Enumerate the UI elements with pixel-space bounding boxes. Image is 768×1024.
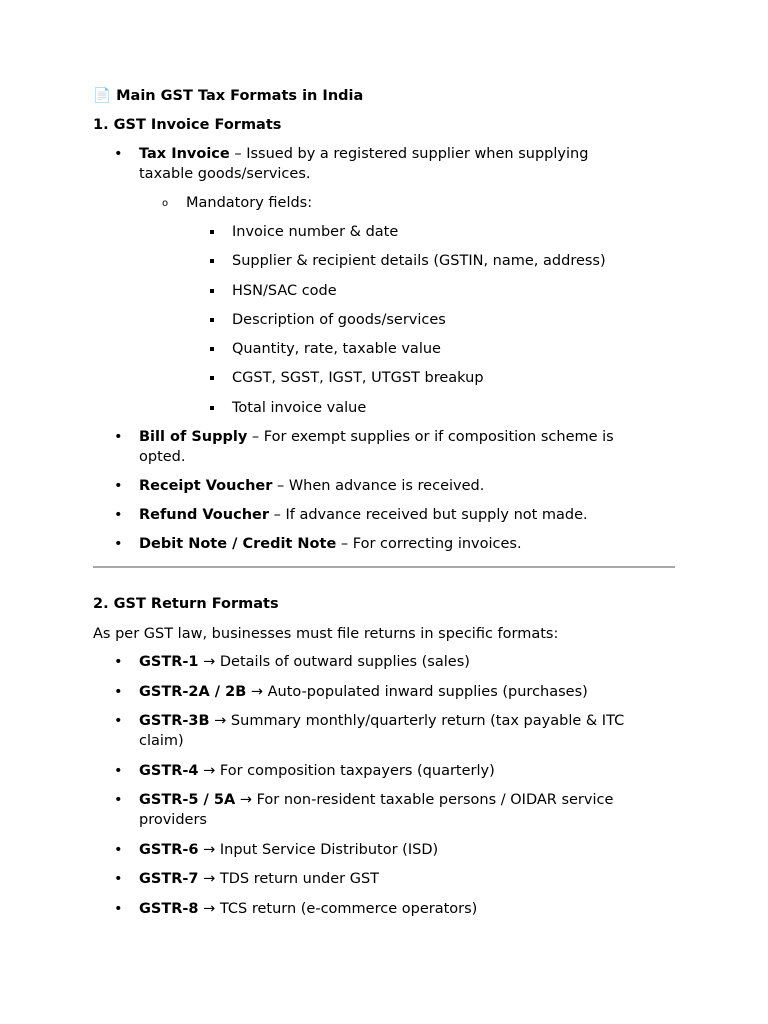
list-item-return [93,869,675,889]
section-heading-invoice-formats: 1. GST Invoice Formats [93,117,282,133]
return-form-description: → Auto-populated inward supplies (purchases) [246,683,588,700]
debit-credit-note-description: – For correcting invoices. [336,535,522,552]
term-tax-invoice: Tax Invoice [139,146,230,162]
section-heading-return-formats: 2. GST Return Formats [93,596,279,612]
term-bill-of-supply: Bill of Supply [139,428,248,445]
list-item-return [93,682,675,702]
field-text: CGST, SGST, IGST, UTGST breakup [232,370,484,387]
tax-invoice-description: – Issued by a registered supplier when supplying [229,146,589,162]
return-form-code: GSTR-5 / 5A [139,792,236,808]
list-item-return [93,899,675,919]
term-debit-credit-note: Debit Note / Credit Note [139,535,337,552]
list-item-return [93,840,675,860]
return-form-code: GSTR-6 [139,841,199,858]
horizontal-divider [93,566,675,568]
return-form-description-cont: providers [139,812,207,828]
return-form-code: GSTR-8 [139,900,199,917]
page-title: 📄 Main GST Tax Formats in India [93,88,364,104]
return-formats-list [93,652,675,919]
bill-of-supply-description-cont: opted. [139,448,186,465]
return-form-description: → Input Service Distributor (ISD) [198,841,439,858]
field-text: HSN/SAC code [232,282,337,299]
return-form-description-cont: claim) [139,733,184,749]
return-form-code: GSTR-1 [139,654,199,670]
return-form-description: → TCS return (e-commerce operators) [198,900,478,917]
list-item-field [93,222,675,242]
term-refund-voucher: Refund Voucher [139,506,269,523]
list-item-debit-credit-note [93,534,675,554]
mandatory-fields-list [93,222,675,418]
return-form-description: → For non-resident taxable persons / OIDAR service [235,792,614,808]
list-item-refund-voucher [93,505,675,525]
return-form-description: → For composition taxpayers (quarterly) [198,762,495,779]
document-body [93,86,675,554]
document-body-section2 [93,594,675,919]
return-form-code: GSTR-7 [139,871,199,887]
return-form-code: GSTR-3B [139,713,210,729]
list-item-field [93,251,675,271]
list-item-return [93,761,675,781]
list-item-field [93,281,675,301]
field-text: Description of goods/services [232,311,446,328]
field-text: Quantity, rate, taxable value [232,341,441,358]
invoice-formats-list-cont [93,427,675,554]
section-intro: As per GST law, businesses must file returns in specific formats: [93,626,559,642]
return-form-description: → Details of outward supplies (sales) [198,654,470,670]
receipt-voucher-description: – When advance is received. [272,477,485,494]
field-text: Invoice number & date [232,224,399,240]
return-form-description: → Summary monthly/quarterly return (tax payable & ITC [209,713,625,729]
list-item-bill-of-supply [93,427,675,467]
mandatory-fields-label: Mandatory fields: [186,195,313,211]
list-item-field [93,368,675,388]
list-item-receipt-voucher [93,476,675,496]
list-item-mandatory-fields [93,193,675,213]
list-item-tax-invoice [93,144,675,184]
list-item-return [93,790,675,830]
invoice-formats-list [93,144,675,184]
return-form-code: GSTR-4 [139,762,199,779]
list-item-field [93,310,675,330]
mandatory-fields-group [93,193,675,213]
list-item-return [93,652,675,672]
tax-invoice-description-cont: taxable goods/services. [139,166,311,182]
list-item-field [93,398,675,418]
field-text: Supplier & recipient details (GSTIN, name, address) [232,253,606,270]
field-text: Total invoice value [232,399,367,416]
term-receipt-voucher: Receipt Voucher [139,477,273,494]
bill-of-supply-description: – For exempt supplies or if composition scheme is [247,428,614,445]
return-form-description: → TDS return under GST [198,871,380,887]
return-form-code: GSTR-2A / 2B [139,683,247,700]
list-item-field [93,339,675,359]
list-item-return [93,711,675,751]
refund-voucher-description: – If advance received but supply not made. [269,506,588,523]
